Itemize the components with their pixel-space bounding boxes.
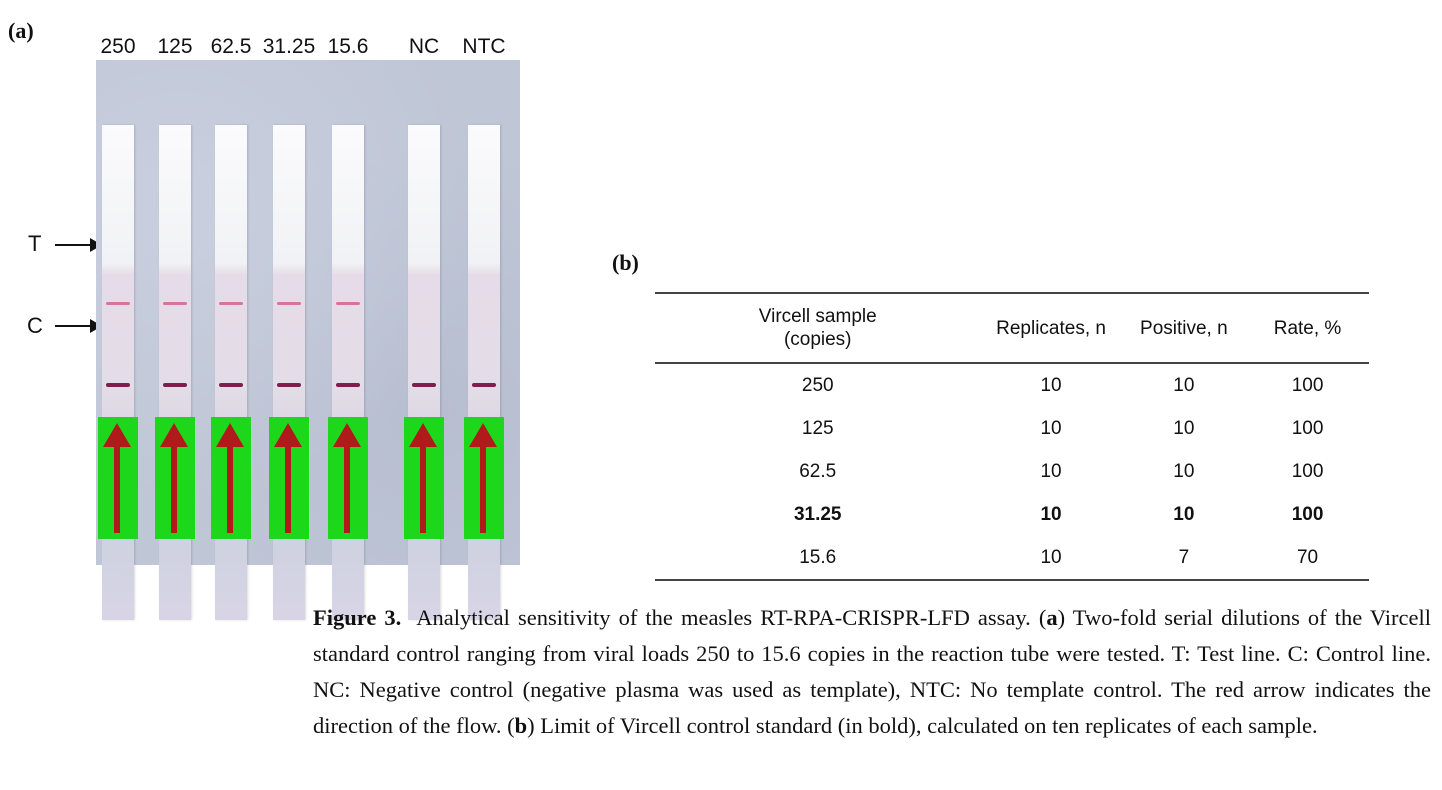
control-line [412,383,436,387]
test-line [219,302,243,305]
cell-positive: 10 [1173,460,1195,482]
test-line [336,302,360,305]
panel-a-label: (a) [8,18,34,43]
control-line [106,383,130,387]
test-strip [273,125,305,620]
header-sample: Vircell sample (copies) [758,306,877,350]
control-line [277,383,301,387]
flow-pad [211,417,251,539]
flow-arrow-shaft [227,441,233,533]
lane-label: 125 [157,35,193,58]
test-strip [215,125,247,620]
test-line [277,302,301,305]
cell-sample: 62.5 [799,460,837,482]
control-line [219,383,243,387]
flow-arrow-shaft [420,441,426,533]
caption-text-2: ) Two-fold serial dilutions of the Vircell standard control ranging from viral loads 250 to 15.6 copies in the reaction tube were tested. T: Test line. C: Control line. NC: Negative control (negative plasma was used as template), NTC: No template control. The red arrow indicates the direction of the flow. ( [313,605,1432,738]
cell-rate: 70 [1296,546,1319,568]
header-positive: Positive, n [1140,317,1228,339]
cell-rate: 100 [1291,503,1324,525]
test-strip [159,125,191,620]
flow-pad [464,417,504,539]
flow-pad [98,417,138,539]
control-line-arrow [55,325,100,327]
test-line [163,302,187,305]
panel-b-label: (b) [612,250,639,275]
flow-pad [404,417,444,539]
caption-bold-a: a [1046,605,1058,630]
test-line-arrow [55,244,100,246]
test-strip [102,125,134,620]
flow-arrow-shaft [285,441,291,533]
control-line [163,383,187,387]
cell-rate: 100 [1291,374,1324,396]
header-rate: Rate, % [1273,317,1342,339]
table-row [655,536,1369,580]
lane-label: 31.25 [262,35,316,58]
flow-pad [155,417,195,539]
lane-label: 62.5 [210,35,252,58]
cell-sample: 250 [801,374,834,396]
table-row [655,450,1369,493]
control-line [336,383,360,387]
table-body [655,363,1369,580]
flow-arrow-shaft [114,441,120,533]
test-line-marker-label: T [28,231,42,256]
flow-pad [269,417,309,539]
cell-replicates: 10 [1040,460,1062,482]
test-line [106,302,130,305]
cell-rate: 100 [1291,460,1324,482]
lane-label: 15.6 [327,35,369,58]
cell-replicates: 10 [1040,374,1062,396]
caption-text-1: Analytical sensitivity of the measles RT-RPA-CRISPR-LFD assay. ( [416,605,1047,630]
table-row [655,493,1369,536]
table-header-row [655,293,1369,363]
lane-label: 250 [100,35,136,58]
cell-positive: 7 [1178,546,1190,568]
cell-replicates: 10 [1040,546,1062,568]
table-row [655,363,1369,407]
cell-replicates: 10 [1040,503,1062,525]
cell-replicates: 10 [1040,417,1062,439]
cell-positive: 10 [1173,417,1195,439]
cell-rate: 100 [1291,417,1324,439]
cell-positive: 10 [1173,374,1195,396]
flow-arrow-shaft [171,441,177,533]
test-strip [332,125,364,620]
figure-caption [313,600,1431,744]
flow-arrow-shaft [344,441,350,533]
cell-sample: 15.6 [799,546,837,568]
cell-sample: 125 [801,417,834,439]
lane-label: NTC [462,35,506,58]
test-strip [408,125,440,620]
flow-pad [328,417,368,539]
caption-text-3: ) Limit of Vircell control standard (in bold), calculated on ten replicates of each sample. [527,713,1318,738]
flow-arrow-shaft [480,441,486,533]
header-replicates: Replicates, n [996,317,1106,339]
cell-sample: 31.25 [793,503,842,525]
test-strip [468,125,500,620]
sensitivity-table [655,292,1369,581]
control-line [472,383,496,387]
lane-label: NC [408,35,440,58]
lateral-flow-strip-photo [96,60,520,565]
control-line-marker-label: C [27,313,43,338]
caption-bold-b: b [514,713,528,738]
figure-label: Figure 3. [313,605,402,630]
cell-positive: 10 [1173,503,1195,525]
table-row [655,407,1369,450]
